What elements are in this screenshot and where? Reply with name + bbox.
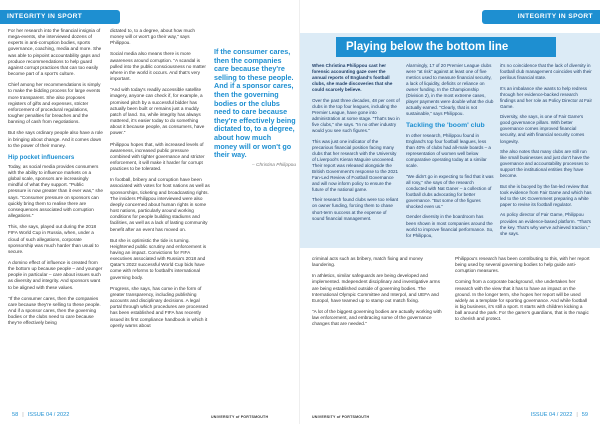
paragraph: criminal acts such as bribery, match fixing and money laundering. <box>312 256 423 268</box>
box-column-2 <box>406 63 494 243</box>
sidebar-box <box>300 33 600 248</box>
paragraph: But she says ordinary people also have a role in bringing about change. And it comes down to the power of their money. <box>8 130 103 148</box>
box-title: Playing below the bottom line <box>336 37 556 57</box>
paragraph: Over the past three decades, 48 per cent of clubs in the top four leagues, including the Premier League, have gone into administration at some stage. "That's two in five clubs," she says. "In no other industry would you see such figures." <box>312 97 400 133</box>
paragraph <box>312 63 400 93</box>
left-footer <box>12 410 69 420</box>
footer-separator: | <box>576 412 578 418</box>
box-column-1 <box>312 63 400 226</box>
pull-quote <box>214 48 296 313</box>
section-label: INTEGRITY IN SPORT <box>0 10 120 24</box>
university-logo: UNIVERSITY of PORTSMOUTH <box>211 415 269 419</box>
paragraph: Progress, she says, has come in the form of greater transparency, including publishing accounts and disciplinary decisions. A legal portal through which procedures are processed has been established and FIFA has recently issued its first compliance handbook in which it openly warns about <box>110 285 208 328</box>
paragraph: dictated to, to a degree, about how much money will or won't go their way," says Philippou. <box>110 28 195 46</box>
paragraph: "A lot of the biggest governing bodies are actually working with law enforcement, and embracing some of the governance changes that are needed." <box>312 309 442 327</box>
left-column-1 <box>8 28 103 332</box>
paragraph: Alarmingly, 17 of 20 Premier League clubs were "at risk" against at least one of five metrics used to measure financial security, a lack of liquidity, deficits or reliance on owner funding. In the Championship (Division 2), in the most extreme cases, player payments were double what the club actually earned. "Clearly, that is not sustainable," says Philippou. <box>406 63 494 117</box>
paragraph: Chief among her recommendations is simply to make the bidding process for large events more transparent. She also proposes registers of gifts and expenses, stricter enforcement of procedural regulations, tougher penalties for breaches and the banning of cash from negotiations. <box>8 82 101 125</box>
paragraph: For her research into the financial insignia of mega-events, she interviewed dozens of experts in anti-corruption bodies, sports governance, coaching, media and more. She was able to pinpoint accountability gaps and produce recommendations to help guard against corrupt practices that can too easily become part of a sport's culture. <box>8 28 102 77</box>
paragraph: In other research, Philippou found in England's top four football leagues, less than 40% of clubs had all-male boards – a representation of women well below comparative operating today at a similar scale. <box>406 132 491 169</box>
paragraph: Social media also means there is more awareness around corruption. "A scandal is pulled into the public consciousness no matter where in the world it occurs. And that's very important. <box>110 51 206 82</box>
section-label: INTEGRITY IN SPORT <box>482 10 600 24</box>
right-column-1 <box>312 256 447 333</box>
paragraph: But she is optimistic the tide is turning. Heightened public scrutiny and enforcement is having an impact. Convictions for FIFA executives associated with Russia's 2018 and Qatar's 2022 successful World Cup bids have come with reforms to football's international governing body. <box>110 237 207 280</box>
subheading: Hip pocket influencers <box>8 153 75 161</box>
box-subheading: Tackling the 'boom' club <box>406 121 485 129</box>
paragraph: A domino effect of influence is created from the bottom up because people – and younger people in particular – care about issues such as diversity and integrity. And sponsors want to be aligned with these values. <box>8 260 103 290</box>
paragraph: She also notes that many clubs are still run like small businesses and just don't have the governance and accountability processes to support the institutional entities they have become. <box>500 149 590 179</box>
footer-separator: | <box>22 412 24 418</box>
paragraph: It's an imbalance she wants to help redress through her evidence-backed research findings and her role as Policy Director at Fair Game. <box>500 85 592 109</box>
paragraph: it's no coincidence that the lack of diversity in football club management coincides with their perilous financial state. <box>500 63 592 81</box>
paragraph: In football, bribery and corruption have been associated with votes for host nations as well as sponsorships, ticketing and broadcasting rights. The insiders Philippou interviewed were also deeply concerned about human rights in some host nations, particularly around working conditions for people building stadiums and facilities, as well as a lack of lasting community benefit after an event has moved on. <box>110 177 210 232</box>
paragraph: But she is buoyed by the fan-led review that took evidence from Fair Game and which has led to the UK Government preparing a white paper to revise its football regulator. <box>500 183 592 207</box>
paragraph: Today, as social media provides consumers with the ability to influence markets on a global scale, sponsors are increasingly mindful of what they support. "Public pressure is now greater than it ever was," she says. "Consumer pressure on sponsors can quickly bring them to realise there are consequences associated with corruption allegations." <box>8 163 103 219</box>
lead-text: When Christina Philippou cast her forensic accounting gaze over the annual reports of England's football clubs, she made discoveries that she could scarcely believe. <box>312 63 393 93</box>
box-column-3 <box>500 63 592 241</box>
pull-quote-text: If the consumer cares, then the companies care because they're selling to these people. And if a sponsor cares, then the governing bodies or the clubs need to care because they're effectively being dictated to, to a degree, about how much money will or won't go their way. <box>214 47 296 160</box>
paragraph: "We didn't go in expecting to find that it was all rosy," she says of the research conducted with Nat Ganer – a collection of football clubs advocating for better governance. "But some of the figures shocked even us." <box>406 173 494 209</box>
paragraph: Philippou hopes that, with increased levels of awareness, increased public pressure combined with tighter governance and stricter enforcement, it will make it harder for corrupt practices to be tolerated. <box>110 141 205 172</box>
paragraph: Philippou's research has been contributing to this, with her report being used by several governing bodies to help guide anti-corruption measures. <box>455 256 590 274</box>
right-column-2 <box>455 256 590 328</box>
issue-label: ISSUE 04 / 2022 <box>27 412 70 418</box>
paragraph: Diversity, she says, is one of Fair Game's good governance pillars. With better governance comes improved financial security, and with financial security comes longevity. <box>500 114 585 144</box>
left-column-2 <box>110 28 210 334</box>
paragraph: Gender diversity in the boardroom has been shown in most companies around the world to improve financial performance. So, for Philippou, <box>406 214 494 238</box>
university-logo: UNIVERSITY of PORTSMOUTH <box>312 415 370 419</box>
paragraph: "If the consumer cares, then the companies care because they're selling to these people. And if a sponsor cares, then the governing bodies or the clubs need to care because they're effectively being <box>8 295 101 326</box>
paragraph: In athletics, similar safeguards are being developed and implemented. Independent disciplinary and investigative arms are being established outside of governing bodies. The International Olympic Committee and Interpol, and UEFA and Europol, have teamed up to stamp out match fixing. <box>312 273 440 303</box>
right-page <box>300 0 600 424</box>
paragraph: As policy director of Fair Game, Philippou provides an evidence-based platform. "That's the key. That's why we've achieved traction," she says. <box>500 212 591 236</box>
page-number: 59 <box>581 412 588 418</box>
paragraph: This, she says, played out during the 2018 FIFA World Cup in Russia, when, under a cloud of such allegations, corporate sponsorship was much harder than usual to secure. <box>8 224 99 254</box>
page-number: 58 <box>12 412 19 418</box>
paragraph: Their research found clubs were too reliant on owner funding, forcing them to chase short-term success at the expense of sound financial management. <box>312 197 399 221</box>
paragraph: Coming from a corporate background, she undertakes her research with the view that it has to have an impact on the ground. In the longer term, she hopes her report will be used widely as a template for sporting governance. And while football is big business, it's still a sport. It starts with children kicking a ball around the park. For the game's guardians, that is the magic to cherish and protect. <box>455 279 589 322</box>
paragraph: This was just one indicator of the precarious financial position facing many clubs that her research with the University of Liverpool's Kieran Maguire uncovered. Their report was released alongside the British Government's response to the 2021 Fan-Led Review of Football Governance and will now inform policy to ensure the future of the national game. <box>312 138 399 192</box>
issue-label: ISSUE 04 / 2022 <box>530 412 573 418</box>
paragraph: "And with today's readily accessible satellite imagery, anyone can check if, for example, a promised pitch by a successful bidder has actually been built or remains just a muddy patch of land. So, while integrity has always mattered, it's easier today to do something about it because people, as consumers, have power." <box>110 87 205 136</box>
pull-quote-attribution: – Christina Philippou <box>252 162 296 168</box>
right-footer <box>531 410 588 420</box>
